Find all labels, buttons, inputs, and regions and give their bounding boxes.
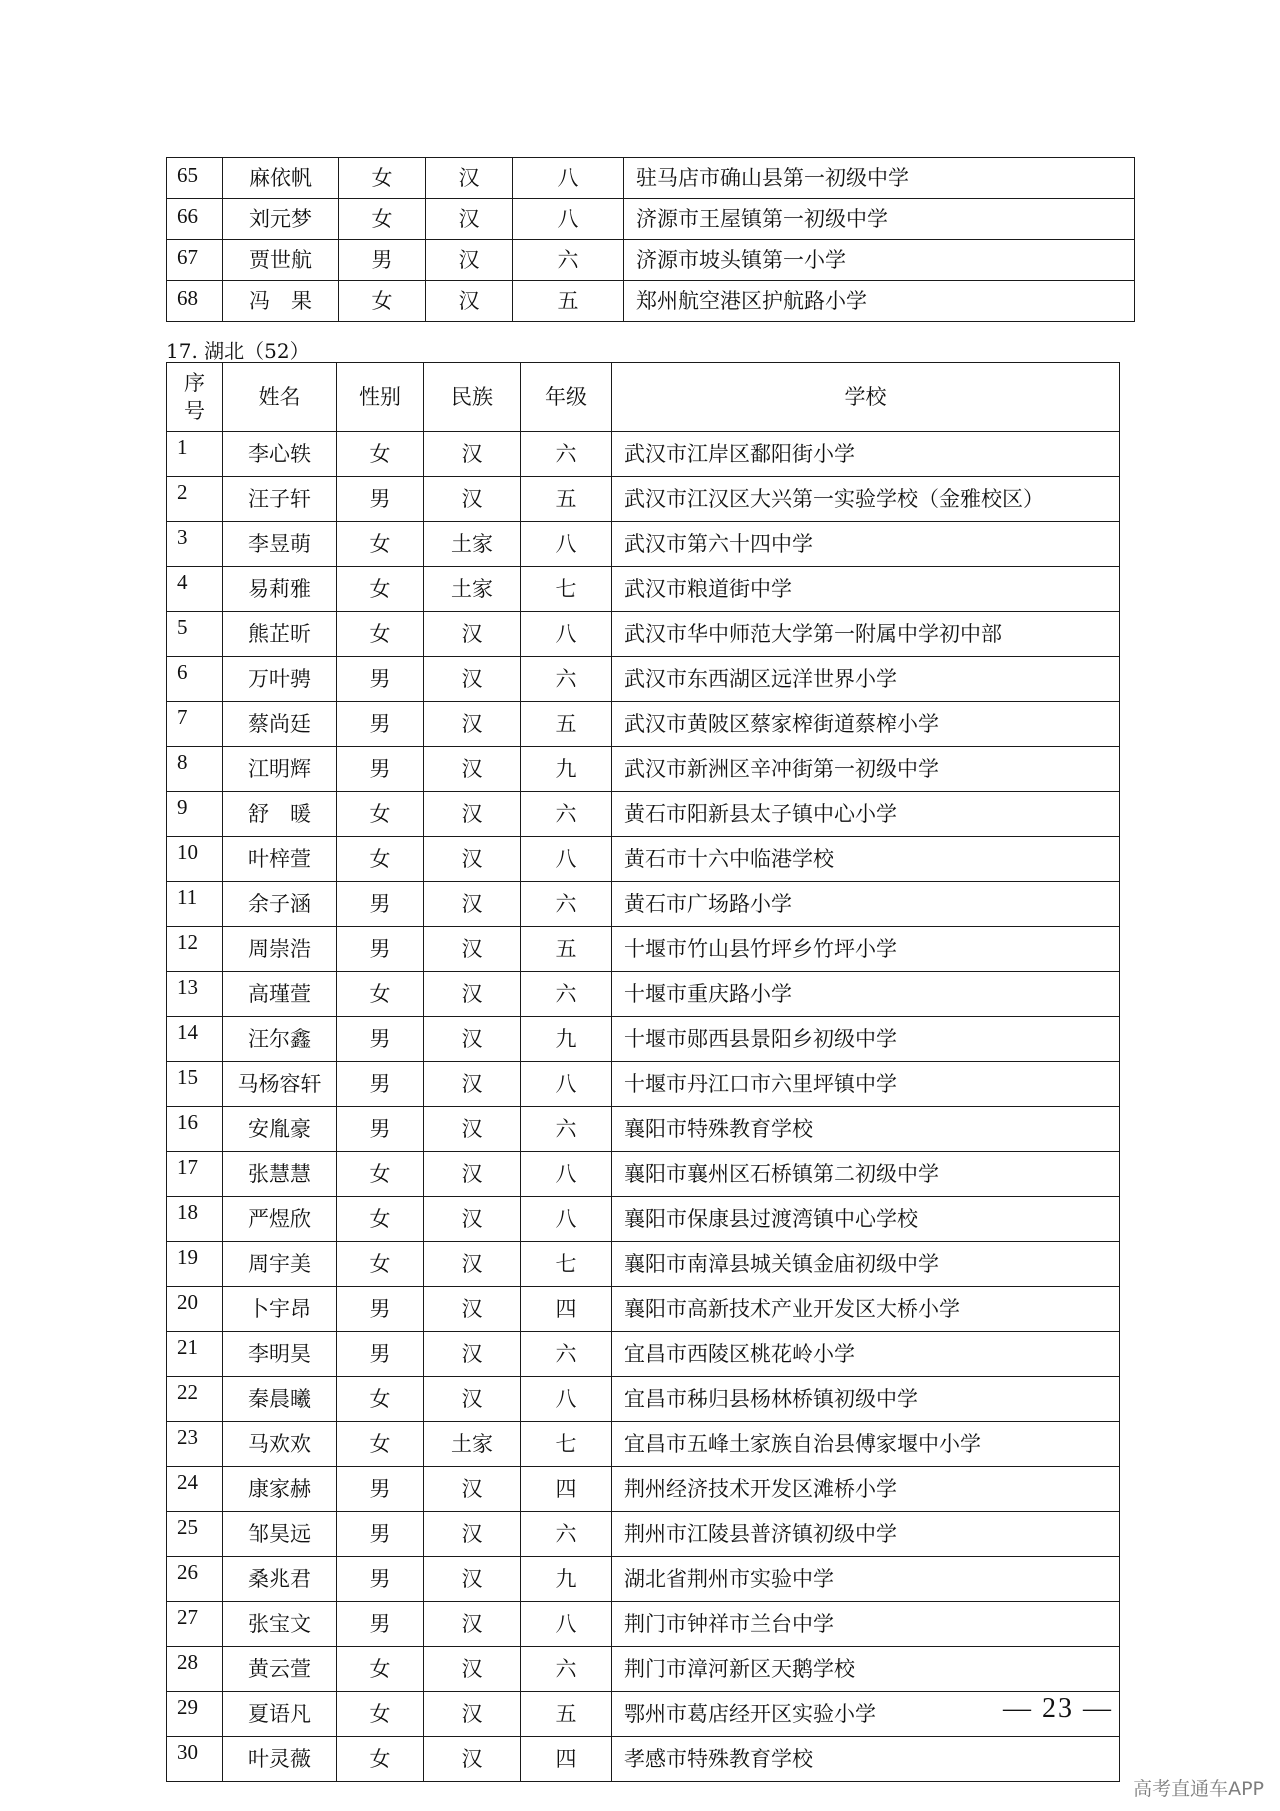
- cell-name: 蔡尚廷: [223, 702, 337, 747]
- cell-school: 武汉市第六十四中学: [612, 522, 1120, 567]
- cell-seq: 66: [167, 199, 223, 240]
- watermark: 高考直通车APP: [1133, 1778, 1264, 1800]
- cell-seq: 20: [167, 1287, 223, 1332]
- table-row: [167, 1422, 1120, 1467]
- cell-seq: 18: [167, 1197, 223, 1242]
- header-seq-line2: 号: [184, 399, 205, 423]
- table-row: [167, 158, 1135, 199]
- cell-school: 襄阳市特殊教育学校: [612, 1107, 1120, 1152]
- cell-school: 武汉市新洲区辛冲街第一初级中学: [612, 747, 1120, 792]
- cell-gender: 男: [337, 1602, 424, 1647]
- cell-gender: 男: [337, 1287, 424, 1332]
- cell-school: 济源市坡头镇第一小学: [624, 240, 1135, 281]
- cell-seq: 14: [167, 1017, 223, 1062]
- cell-ethnicity: 汉: [424, 927, 521, 972]
- cell-school: 襄阳市保康县过渡湾镇中心学校: [612, 1197, 1120, 1242]
- table-row: [167, 837, 1120, 882]
- cell-name: 汪子轩: [223, 477, 337, 522]
- cell-seq: 1: [167, 432, 223, 477]
- header-seq: [167, 363, 223, 432]
- cell-school: 武汉市东西湖区远洋世界小学: [612, 657, 1120, 702]
- cell-seq: 16: [167, 1107, 223, 1152]
- table-row: [167, 1062, 1120, 1107]
- cell-seq: 67: [167, 240, 223, 281]
- cell-seq: 30: [167, 1737, 223, 1782]
- cell-grade: 七: [521, 1242, 612, 1287]
- cell-gender: 女: [337, 972, 424, 1017]
- cell-ethnicity: 土家: [424, 522, 521, 567]
- cell-school: 孝感市特殊教育学校: [612, 1737, 1120, 1782]
- cell-name: 安胤豪: [223, 1107, 337, 1152]
- cell-name: 汪尔鑫: [223, 1017, 337, 1062]
- cell-grade: 五: [513, 281, 624, 322]
- cell-ethnicity: 汉: [426, 240, 513, 281]
- table-row: [167, 1197, 1120, 1242]
- cell-ethnicity: 汉: [426, 158, 513, 199]
- cell-ethnicity: 汉: [424, 1107, 521, 1152]
- table-row: [167, 1017, 1120, 1062]
- cell-school: 荆州市江陵县普济镇初级中学: [612, 1512, 1120, 1557]
- cell-school: 济源市王屋镇第一初级中学: [624, 199, 1135, 240]
- table-row: [167, 1377, 1120, 1422]
- cell-school: 武汉市江汉区大兴第一实验学校（金雅校区）: [612, 477, 1120, 522]
- table-row: [167, 1467, 1120, 1512]
- cell-name: 周崇浩: [223, 927, 337, 972]
- cell-ethnicity: 汉: [426, 199, 513, 240]
- cell-grade: 九: [521, 1557, 612, 1602]
- cell-school: 十堰市丹江口市六里坪镇中学: [612, 1062, 1120, 1107]
- cell-gender: 男: [337, 477, 424, 522]
- cell-grade: 六: [521, 657, 612, 702]
- cell-name: 冯 果: [223, 281, 339, 322]
- cell-name: 康家赫: [223, 1467, 337, 1512]
- cell-school: 十堰市重庆路小学: [612, 972, 1120, 1017]
- cell-grade: 六: [521, 1647, 612, 1692]
- table-row: [167, 199, 1135, 240]
- cell-school: 黄石市十六中临港学校: [612, 837, 1120, 882]
- cell-name: 李心轶: [223, 432, 337, 477]
- cell-ethnicity: 汉: [424, 837, 521, 882]
- cell-name: 邹昊远: [223, 1512, 337, 1557]
- cell-school: 湖北省荆州市实验中学: [612, 1557, 1120, 1602]
- hubei-roster-table: [166, 362, 1120, 1782]
- cell-school: 十堰市郧西县景阳乡初级中学: [612, 1017, 1120, 1062]
- cell-name: 贾世航: [223, 240, 339, 281]
- table-row: [167, 657, 1120, 702]
- cell-seq: 23: [167, 1422, 223, 1467]
- cell-seq: 21: [167, 1332, 223, 1377]
- cell-gender: 女: [337, 567, 424, 612]
- cell-name: 李明昊: [223, 1332, 337, 1377]
- cell-name: 万叶骋: [223, 657, 337, 702]
- cell-ethnicity: 汉: [424, 1152, 521, 1197]
- cell-grade: 四: [521, 1287, 612, 1332]
- cell-ethnicity: 汉: [424, 477, 521, 522]
- cell-gender: 女: [339, 281, 426, 322]
- cell-grade: 六: [521, 1332, 612, 1377]
- cell-grade: 八: [521, 1197, 612, 1242]
- table-row: [167, 1332, 1120, 1377]
- cell-seq: 11: [167, 882, 223, 927]
- cell-seq: 15: [167, 1062, 223, 1107]
- cell-seq: 5: [167, 612, 223, 657]
- cell-grade: 五: [521, 1692, 612, 1737]
- cell-gender: 男: [337, 657, 424, 702]
- cell-gender: 男: [337, 1512, 424, 1557]
- cell-seq: 8: [167, 747, 223, 792]
- cell-school: 荆门市钟祥市兰台中学: [612, 1602, 1120, 1647]
- cell-ethnicity: 汉: [424, 1647, 521, 1692]
- header-school: 学校: [612, 363, 1120, 432]
- cell-school: 驻马店市确山县第一初级中学: [624, 158, 1135, 199]
- cell-gender: 女: [337, 1377, 424, 1422]
- table-row: [167, 1152, 1120, 1197]
- cell-school: 武汉市黄陂区蔡家榨街道蔡榨小学: [612, 702, 1120, 747]
- cell-grade: 八: [521, 837, 612, 882]
- cell-grade: 六: [513, 240, 624, 281]
- cell-ethnicity: 土家: [424, 1422, 521, 1467]
- cell-ethnicity: 汉: [424, 1017, 521, 1062]
- cell-name: 李昱萌: [223, 522, 337, 567]
- cell-seq: 65: [167, 158, 223, 199]
- cell-grade: 七: [521, 1422, 612, 1467]
- cell-ethnicity: 汉: [424, 432, 521, 477]
- cell-grade: 八: [521, 612, 612, 657]
- cell-name: 江明辉: [223, 747, 337, 792]
- cell-ethnicity: 汉: [424, 1332, 521, 1377]
- cell-gender: 女: [339, 199, 426, 240]
- table-row: [167, 281, 1135, 322]
- cell-seq: 7: [167, 702, 223, 747]
- cell-seq: 4: [167, 567, 223, 612]
- table-row: [167, 1287, 1120, 1332]
- cell-gender: 女: [337, 522, 424, 567]
- cell-grade: 九: [521, 1017, 612, 1062]
- cell-seq: 68: [167, 281, 223, 322]
- cell-name: 余子涵: [223, 882, 337, 927]
- cell-grade: 六: [521, 792, 612, 837]
- table-row: [167, 477, 1120, 522]
- cell-ethnicity: 汉: [424, 657, 521, 702]
- cell-name: 严煜欣: [223, 1197, 337, 1242]
- table-row: [167, 972, 1120, 1017]
- table-row: [167, 1602, 1120, 1647]
- cell-gender: 女: [337, 1737, 424, 1782]
- cell-ethnicity: 汉: [424, 1512, 521, 1557]
- cell-ethnicity: 汉: [424, 1287, 521, 1332]
- cell-school: 宜昌市秭归县杨林桥镇初级中学: [612, 1377, 1120, 1422]
- cell-grade: 八: [521, 1062, 612, 1107]
- header-gender: 性别: [337, 363, 424, 432]
- cell-ethnicity: 汉: [424, 612, 521, 657]
- cell-seq: 26: [167, 1557, 223, 1602]
- cell-seq: 28: [167, 1647, 223, 1692]
- cell-gender: 女: [337, 1152, 424, 1197]
- cell-grade: 八: [521, 1377, 612, 1422]
- cell-name: 卜宇昂: [223, 1287, 337, 1332]
- table-row: [167, 1692, 1120, 1737]
- cell-gender: 男: [339, 240, 426, 281]
- cell-gender: 男: [337, 1107, 424, 1152]
- table-row: [167, 702, 1120, 747]
- cell-name: 夏语凡: [223, 1692, 337, 1737]
- previous-roster-body: [167, 158, 1135, 322]
- cell-ethnicity: 汉: [424, 792, 521, 837]
- cell-grade: 七: [521, 567, 612, 612]
- cell-ethnicity: 汉: [424, 1557, 521, 1602]
- cell-seq: 22: [167, 1377, 223, 1422]
- cell-school: 襄阳市南漳县城关镇金庙初级中学: [612, 1242, 1120, 1287]
- cell-ethnicity: 汉: [424, 1062, 521, 1107]
- cell-school: 荆门市漳河新区天鹅学校: [612, 1647, 1120, 1692]
- cell-school: 十堰市竹山县竹坪乡竹坪小学: [612, 927, 1120, 972]
- cell-gender: 女: [337, 612, 424, 657]
- cell-school: 襄阳市襄州区石桥镇第二初级中学: [612, 1152, 1120, 1197]
- cell-gender: 男: [337, 882, 424, 927]
- cell-school: 武汉市江岸区鄱阳街小学: [612, 432, 1120, 477]
- cell-grade: 六: [521, 432, 612, 477]
- cell-seq: 9: [167, 792, 223, 837]
- cell-ethnicity: 汉: [424, 1737, 521, 1782]
- cell-ethnicity: 汉: [424, 747, 521, 792]
- cell-school: 郑州航空港区护航路小学: [624, 281, 1135, 322]
- table-row: [167, 567, 1120, 612]
- cell-grade: 五: [521, 702, 612, 747]
- cell-school: 鄂州市葛店经开区实验小学: [612, 1692, 1120, 1737]
- cell-seq: 25: [167, 1512, 223, 1557]
- cell-grade: 四: [521, 1467, 612, 1512]
- cell-ethnicity: 汉: [424, 702, 521, 747]
- cell-ethnicity: 汉: [424, 882, 521, 927]
- cell-seq: 19: [167, 1242, 223, 1287]
- table-row: [167, 432, 1120, 477]
- cell-grade: 六: [521, 1512, 612, 1557]
- cell-gender: 女: [337, 1647, 424, 1692]
- cell-grade: 六: [521, 972, 612, 1017]
- section-heading: 17. 湖北（52）: [166, 339, 310, 363]
- cell-name: 桑兆君: [223, 1557, 337, 1602]
- cell-ethnicity: 汉: [424, 972, 521, 1017]
- table-row: [167, 1557, 1120, 1602]
- cell-name: 叶梓萱: [223, 837, 337, 882]
- table-row: [167, 1107, 1120, 1152]
- cell-gender: 女: [337, 1692, 424, 1737]
- cell-ethnicity: 汉: [426, 281, 513, 322]
- cell-name: 黄云萱: [223, 1647, 337, 1692]
- cell-gender: 女: [337, 837, 424, 882]
- previous-roster-table: [166, 157, 1135, 322]
- cell-ethnicity: 汉: [424, 1242, 521, 1287]
- cell-gender: 男: [337, 747, 424, 792]
- cell-grade: 六: [521, 882, 612, 927]
- cell-name: 高瑾萱: [223, 972, 337, 1017]
- cell-gender: 男: [337, 1557, 424, 1602]
- table-row: [167, 882, 1120, 927]
- cell-grade: 八: [521, 1152, 612, 1197]
- cell-grade: 八: [513, 158, 624, 199]
- cell-gender: 女: [337, 432, 424, 477]
- cell-seq: 3: [167, 522, 223, 567]
- table-row: [167, 240, 1135, 281]
- table-row: [167, 927, 1120, 972]
- cell-gender: 男: [337, 702, 424, 747]
- cell-seq: 29: [167, 1692, 223, 1737]
- cell-seq: 24: [167, 1467, 223, 1512]
- cell-school: 襄阳市高新技术产业开发区大桥小学: [612, 1287, 1120, 1332]
- header-grade: 年级: [521, 363, 612, 432]
- cell-seq: 12: [167, 927, 223, 972]
- cell-name: 秦晨曦: [223, 1377, 337, 1422]
- cell-seq: 6: [167, 657, 223, 702]
- table-header-row: [167, 363, 1120, 432]
- cell-school: 武汉市粮道街中学: [612, 567, 1120, 612]
- cell-ethnicity: 土家: [424, 567, 521, 612]
- cell-grade: 九: [521, 747, 612, 792]
- table-row: [167, 612, 1120, 657]
- cell-grade: 八: [521, 522, 612, 567]
- cell-name: 周宇美: [223, 1242, 337, 1287]
- cell-name: 舒 暖: [223, 792, 337, 837]
- cell-seq: 2: [167, 477, 223, 522]
- cell-grade: 八: [521, 1602, 612, 1647]
- cell-name: 叶灵薇: [223, 1737, 337, 1782]
- table-row: [167, 792, 1120, 837]
- cell-name: 张宝文: [223, 1602, 337, 1647]
- cell-grade: 八: [513, 199, 624, 240]
- cell-seq: 17: [167, 1152, 223, 1197]
- cell-grade: 四: [521, 1737, 612, 1782]
- cell-grade: 五: [521, 927, 612, 972]
- table-row: [167, 522, 1120, 567]
- table-row: [167, 1512, 1120, 1557]
- cell-name: 马杨容轩: [223, 1062, 337, 1107]
- cell-gender: 男: [337, 927, 424, 972]
- header-ethnicity: 民族: [424, 363, 521, 432]
- cell-gender: 男: [337, 1332, 424, 1377]
- cell-name: 张慧慧: [223, 1152, 337, 1197]
- cell-name: 马欢欢: [223, 1422, 337, 1467]
- cell-gender: 男: [337, 1062, 424, 1107]
- cell-name: 易莉雅: [223, 567, 337, 612]
- cell-ethnicity: 汉: [424, 1692, 521, 1737]
- cell-gender: 女: [337, 1422, 424, 1467]
- cell-grade: 五: [521, 477, 612, 522]
- cell-ethnicity: 汉: [424, 1602, 521, 1647]
- cell-school: 黄石市广场路小学: [612, 882, 1120, 927]
- cell-school: 荆州经济技术开发区滩桥小学: [612, 1467, 1120, 1512]
- page-number: — 23 —: [1003, 1693, 1113, 1724]
- cell-school: 武汉市华中师范大学第一附属中学初中部: [612, 612, 1120, 657]
- cell-gender: 女: [337, 792, 424, 837]
- cell-grade: 六: [521, 1107, 612, 1152]
- cell-ethnicity: 汉: [424, 1377, 521, 1422]
- cell-name: 刘元梦: [223, 199, 339, 240]
- header-name: 姓名: [223, 363, 337, 432]
- cell-gender: 男: [337, 1017, 424, 1062]
- header-seq-line1: 序: [184, 371, 205, 395]
- cell-seq: 13: [167, 972, 223, 1017]
- cell-ethnicity: 汉: [424, 1197, 521, 1242]
- cell-gender: 男: [337, 1467, 424, 1512]
- table-row: [167, 1242, 1120, 1287]
- cell-ethnicity: 汉: [424, 1467, 521, 1512]
- cell-gender: 女: [337, 1242, 424, 1287]
- cell-school: 宜昌市西陵区桃花岭小学: [612, 1332, 1120, 1377]
- cell-school: 黄石市阳新县太子镇中心小学: [612, 792, 1120, 837]
- cell-name: 熊芷昕: [223, 612, 337, 657]
- cell-name: 麻依帆: [223, 158, 339, 199]
- cell-school: 宜昌市五峰土家族自治县傅家堰中小学: [612, 1422, 1120, 1467]
- table-row: [167, 1647, 1120, 1692]
- cell-gender: 女: [339, 158, 426, 199]
- hubei-roster-body: [167, 432, 1120, 1782]
- cell-gender: 女: [337, 1197, 424, 1242]
- cell-seq: 27: [167, 1602, 223, 1647]
- table-row: [167, 747, 1120, 792]
- table-row: [167, 1737, 1120, 1782]
- cell-seq: 10: [167, 837, 223, 882]
